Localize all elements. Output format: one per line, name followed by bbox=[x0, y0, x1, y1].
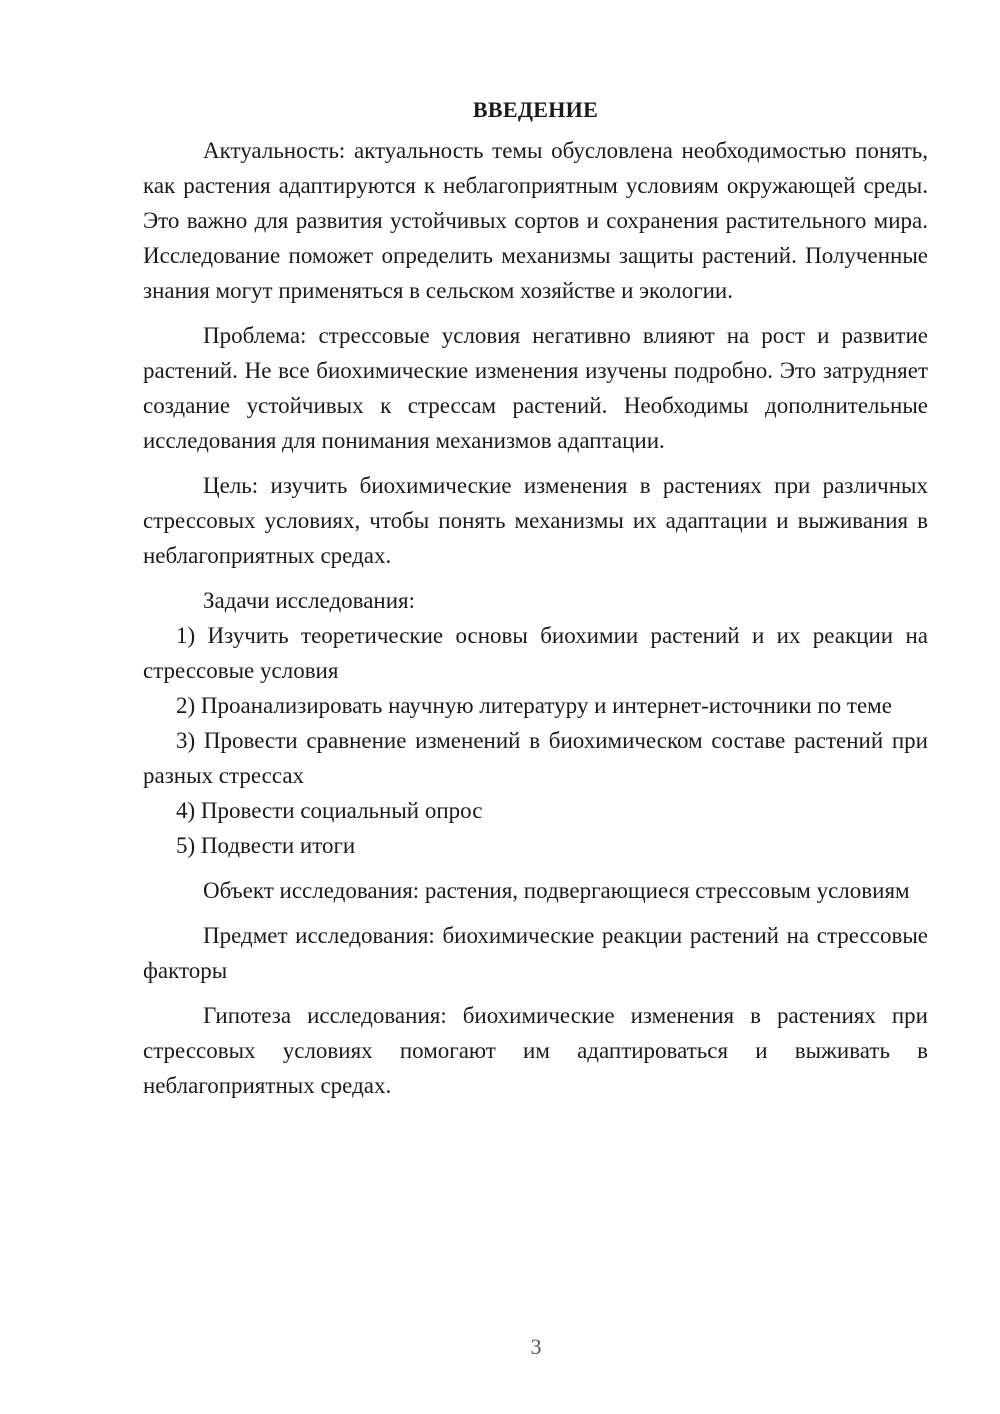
paragraph-object: Объект исследования: растения, подвергающиеся стрессовым условиям bbox=[203, 878, 910, 903]
tasks-heading: Задачи исследования: bbox=[203, 588, 416, 613]
paragraph-relevance: Актуальность: актуальность темы обусловлена необходимостью понять, как растения адаптируются к неблагоприятным условиям окружающей среды. Это важно для развития устойчивых сортов и сохранения растительного мира. Исследование поможет определить механизмы защиты растений. Полученные знания могут применяться в сельском хозяйстве и экологии. bbox=[143, 138, 928, 303]
task-item-2: 2) Проанализировать научную литературу и интернет-источники по теме bbox=[176, 693, 892, 718]
page-number: 3 bbox=[530, 1334, 542, 1359]
task-item-3: 3) Провести сравнение изменений в биохимическом составе растений при разных стрессах bbox=[143, 728, 928, 788]
paragraph-problem: Проблема: стрессовые условия негативно влияют на рост и развитие растений. Не все биохимические изменения изучены подробно. Это затрудняет создание устойчивых к стрессам растений. Необходимы дополнительные исследования для понимания механизмов адаптации. bbox=[143, 323, 928, 453]
task-item-1: 1) Изучить теоретические основы биохимии растений и их реакции на стрессовые условия bbox=[143, 623, 928, 683]
paragraph-goal: Цель: изучить биохимические изменения в растениях при различных стрессовых условиях, чтобы понять механизмы их адаптации и выживания в неблагоприятных средах. bbox=[143, 473, 928, 568]
task-item-4: 4) Провести социальный опрос bbox=[176, 798, 483, 823]
paragraph-hypothesis: Гипотеза исследования: биохимические изменения в растениях при стрессовых условиях помогают им адаптироваться и выживать в неблагоприятных средах. bbox=[143, 1003, 928, 1098]
paragraph-subject: Предмет исследования: биохимические реакции растений на стрессовые факторы bbox=[143, 923, 928, 983]
page-body bbox=[143, 92, 928, 1103]
task-item-5: 5) Подвести итоги bbox=[176, 833, 356, 858]
page-title: ВВЕДЕНИЕ bbox=[472, 97, 599, 122]
